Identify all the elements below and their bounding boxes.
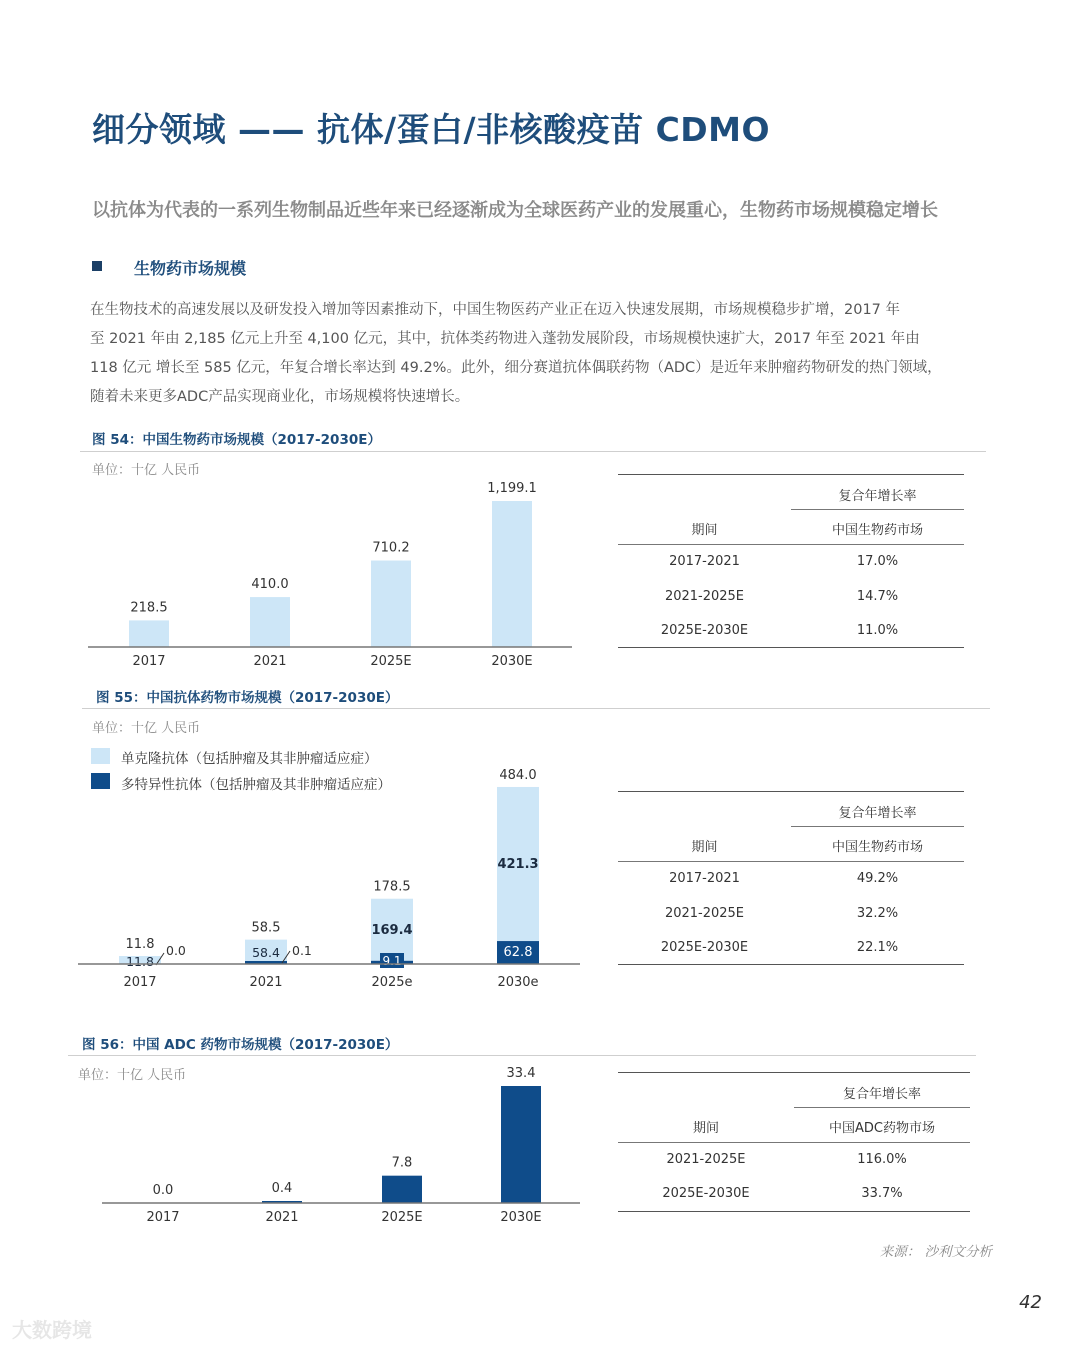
table-cell-period: 2021-2025E [664, 906, 745, 921]
table-rule [618, 647, 964, 648]
segment-label-mono: 421.3 [497, 857, 539, 872]
figure-55-title: 图 55：中国抗体药物市场规模（2017-2030E） [96, 690, 399, 706]
table-cell-period: 2025E-2030E [660, 623, 749, 638]
table-rule [791, 509, 964, 510]
x-tick-label: 2025E [381, 1210, 423, 1225]
bar [501, 1086, 541, 1203]
figure-55-table [618, 787, 964, 972]
figure-54-divider [80, 451, 986, 452]
data-label: 1,199.1 [487, 481, 537, 496]
source-note: 来源： 沙利文分析 [879, 1244, 992, 1260]
table-header-cagr: 复合年增长率 [842, 1087, 921, 1102]
table-rule [791, 826, 964, 827]
table-rule [618, 791, 964, 792]
table-cell-period: 2021-2025E [666, 1152, 746, 1167]
table-rule [618, 1142, 970, 1143]
table-rule [618, 474, 964, 475]
data-label: 0.4 [271, 1181, 293, 1196]
figure-54-table [618, 470, 964, 655]
table-cell-period: 2025E-2030E [660, 940, 749, 955]
watermark-logo: 大数跨境 [12, 1318, 92, 1342]
x-tick-label: 2021 [249, 975, 283, 990]
bar [371, 561, 411, 647]
legend-label-mono: 单克隆抗体（包括肿瘤及其非肿瘤适应症） [121, 751, 378, 767]
table-cell-value: 22.1% [856, 940, 899, 955]
page-subtitle: 以抗体为代表的一系列生物制品近些年来已经逐渐成为全球医药产业的发展重心，生物药市场规模稳定增长 [92, 200, 938, 221]
table-header-cagr: 复合年增长率 [838, 806, 917, 821]
table-rule [618, 544, 964, 545]
table-rule [618, 964, 964, 965]
page-title: 细分领域 —— 抗体/蛋白/非核酸疫苗 CDMO [92, 110, 771, 149]
figure-56-chart [90, 1058, 590, 1230]
figure-55-chart [70, 760, 590, 996]
bar [382, 1176, 422, 1203]
table-cell-value: 32.2% [856, 906, 899, 921]
table-header-market: 中国生物药市场 [831, 840, 923, 855]
table-cell-value: 116.0% [857, 1152, 907, 1167]
bar [492, 501, 532, 647]
table-cell-value: 33.7% [861, 1186, 903, 1201]
data-label: 218.5 [130, 600, 168, 616]
segment-label-mono: 169.4 [371, 923, 413, 938]
paragraph-line: 随着未来更多ADC产品实现商业化，市场规模将快速增长。 [90, 389, 470, 405]
table-cell-value: 11.0% [856, 623, 899, 638]
x-tick-label: 2030E [491, 654, 533, 669]
bar [129, 620, 169, 647]
x-tick-label: 2030e [497, 975, 539, 990]
table-cell-period: 2017-2021 [669, 554, 740, 569]
figure-54-unit: 单位：十亿 人民币 [92, 463, 201, 478]
paragraph-line: 在生物技术的高速发展以及研发投入增加等因素推动下，中国生物医药产业正在迈入快速发展期，市场规模稳步扩增，2017 年 [90, 302, 901, 318]
figure-56-table [618, 1068, 970, 1218]
bar [250, 597, 290, 647]
figure-54-chart [80, 470, 590, 675]
total-label: 178.5 [373, 879, 411, 895]
x-tick-label: 2030E [500, 1210, 542, 1225]
segment-label-multi: 0.1 [292, 943, 312, 958]
table-header-period: 期间 [691, 523, 718, 538]
table-header-market: 中国ADC药物市场 [829, 1121, 935, 1136]
table-cell-period: 2017-2021 [669, 871, 740, 886]
table-cell-value: 49.2% [856, 871, 899, 886]
paragraph-line: 118 亿元 增长至 585 亿元，年复合增长率达到 49.2%。此外，细分赛道抗体偶联药物（ADC）是近年来肿瘤药物研发的热门领域， [90, 360, 942, 376]
data-label: 7.8 [391, 1155, 413, 1171]
figure-55-unit: 单位：十亿 人民币 [92, 721, 201, 736]
figure-55-divider [82, 708, 990, 709]
x-tick-label: 2017 [146, 1210, 180, 1225]
data-label: 33.4 [506, 1066, 536, 1081]
paragraph-line: 至 2021 年由 2,185 亿元上升至 4,100 亿元，其中，抗体类药物进入蓬勃发展阶段，市场规模快速扩大，2017 年至 2021 年由 [90, 331, 920, 347]
table-cell-value: 14.7% [856, 589, 899, 604]
table-cell-period: 2021-2025E [664, 589, 745, 604]
table-header-period: 期间 [691, 840, 718, 855]
segment-label-multi: 9.1 [382, 954, 402, 968]
segment-label-mono: 58.4 [252, 945, 280, 960]
x-tick-label: 2025e [371, 975, 413, 990]
data-label: 710.2 [372, 540, 410, 556]
figure-54-title: 图 54：中国生物药市场规模（2017-2030E） [92, 432, 381, 448]
table-cell-period: 2025E-2030E [662, 1186, 750, 1201]
table-rule [618, 1211, 970, 1212]
table-header-period: 期间 [692, 1121, 719, 1136]
table-cell-value: 17.0% [856, 554, 899, 569]
table-header-cagr: 复合年增长率 [838, 489, 917, 504]
legend-label-multi: 多特异性抗体（包括肿瘤及其非肿瘤适应症） [121, 777, 391, 793]
x-tick-label: 2021 [253, 654, 287, 669]
page-number: 42 [1019, 1292, 1042, 1313]
x-tick-label: 2017 [132, 654, 166, 669]
total-label: 11.8 [125, 937, 155, 952]
section-heading: 生物药市场规模 [134, 259, 247, 278]
segment-label-multi: 62.8 [503, 945, 533, 960]
table-rule [794, 1107, 970, 1108]
segment-label-mono: 11.8 [126, 954, 154, 969]
x-tick-label: 2017 [123, 975, 157, 990]
figure-56-divider [68, 1055, 976, 1056]
segment-label-multi: 0.0 [166, 943, 186, 958]
figure-56-unit: 单位：十亿 人民币 [78, 1068, 187, 1083]
table-header-market: 中国生物药市场 [831, 523, 923, 538]
total-label: 58.5 [251, 920, 281, 936]
table-rule [618, 1072, 970, 1073]
x-tick-label: 2021 [265, 1210, 299, 1225]
x-tick-label: 2025E [370, 654, 412, 669]
table-rule [618, 861, 964, 862]
total-label: 484.0 [499, 767, 537, 783]
data-label: 410.0 [251, 577, 289, 593]
section-bullet-icon [92, 261, 102, 271]
figure-56-title: 图 56：中国 ADC 药物市场规模（2017-2030E） [82, 1037, 399, 1053]
data-label: 0.0 [152, 1183, 174, 1198]
